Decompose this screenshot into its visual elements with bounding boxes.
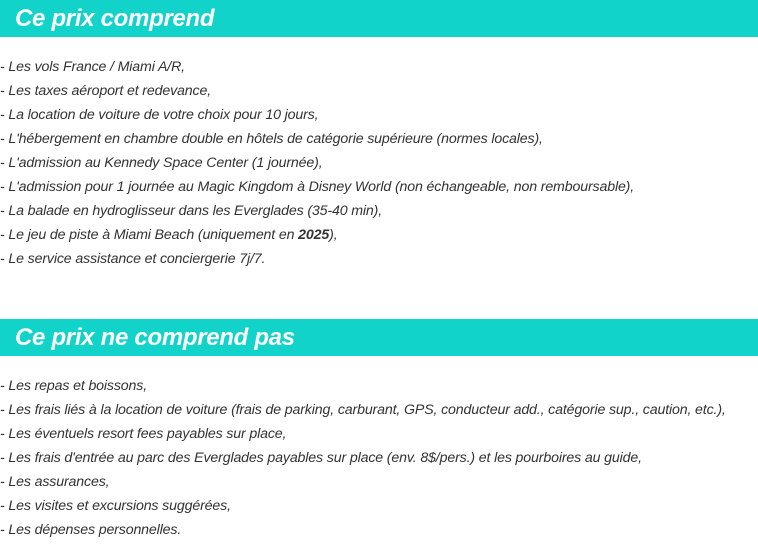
excluded-header <box>0 319 758 356</box>
included-section <box>0 0 758 271</box>
excluded-item: - Les visites et excursions suggérées, <box>0 498 231 514</box>
included-item-text: - Le jeu de piste à Miami Beach (uniquement en <box>0 227 299 243</box>
included-item: - Les vols France / Miami A/R, <box>0 59 185 75</box>
excluded-item: - Les frais d'entrée au parc des Everglades payables sur place (env. 8$/pers.) et les pourboires au guide, <box>0 450 642 466</box>
excluded-item: - Les repas et boissons, <box>0 378 148 394</box>
included-list <box>0 37 758 271</box>
included-item-text-end: ), <box>329 227 338 243</box>
included-header <box>0 0 758 37</box>
year-highlight: 2025 <box>298 227 330 243</box>
included-item: - La balade en hydroglisseur dans les Everglades (35-40 min), <box>0 203 383 219</box>
excluded-item: - Les frais liés à la location de voiture (frais de parking, carburant, GPS, conducteur add., catégorie sup., caution, etc.), <box>0 402 726 418</box>
excluded-list <box>0 356 758 542</box>
excluded-item: - Les éventuels resort fees payables sur place, <box>0 426 287 442</box>
excluded-section <box>0 319 758 542</box>
included-item: - Le service assistance et conciergerie 7j/7. <box>0 251 266 267</box>
included-item: - L'admission au Kennedy Space Center (1 journée), <box>0 155 323 171</box>
included-item: - L'hébergement en chambre double en hôtels de catégorie supérieure (normes locales), <box>0 131 543 147</box>
excluded-title: Ce prix ne comprend pas <box>15 323 295 351</box>
excluded-item: - Les dépenses personnelles. <box>0 522 182 538</box>
included-item: - Les taxes aéroport et redevance, <box>0 83 211 99</box>
included-item: - La location de voiture de votre choix pour 10 jours, <box>0 107 319 123</box>
included-title: Ce prix comprend <box>15 4 215 32</box>
excluded-item: - Les assurances, <box>0 474 110 490</box>
included-item: - L'admission pour 1 journée au Magic Kingdom à Disney World (non échangeable, non remboursable), <box>0 179 635 195</box>
included-item <box>0 223 758 247</box>
